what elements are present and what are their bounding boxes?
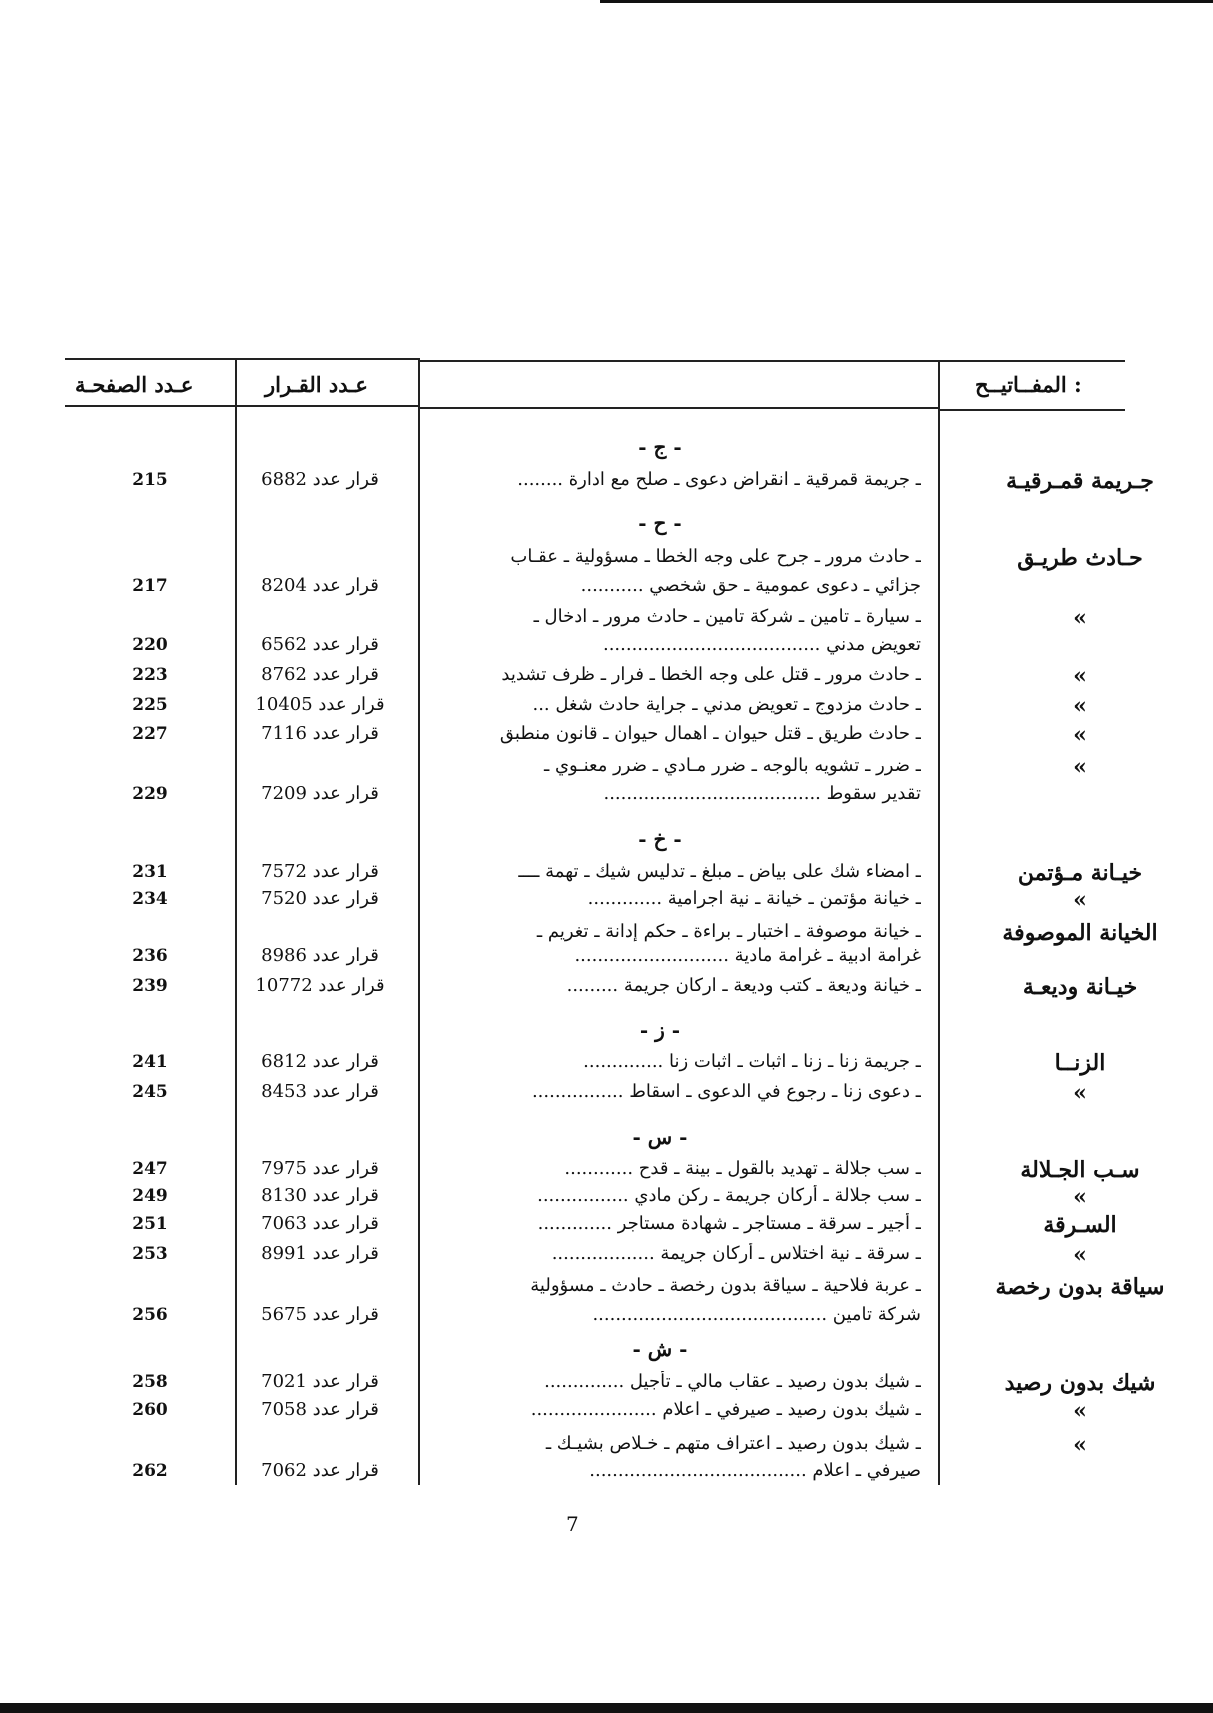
decision-number: قرار عدد 7572 [261,861,379,882]
decision-number: قرار عدد 7209 [261,783,379,804]
page-number: 234 [132,889,168,909]
entry-description: ـ خيانة وديعة ـ كتب وديعة ـ اركان جريمة ......... [566,975,921,996]
section-letter: - ج - [638,435,682,459]
page-number: 262 [132,1461,168,1481]
page-number: 249 [132,1186,168,1206]
page-number: 217 [132,576,168,596]
table-row [0,1396,1213,1424]
keyword: السـرقة [1043,1212,1117,1238]
top-rule [600,0,1213,3]
keyword: خيـانة وديعـة [1022,974,1138,1000]
page-number: 236 [132,946,168,966]
decision-number: قرار عدد 6562 [261,634,379,655]
table-row [0,572,1213,600]
header-rule [65,405,235,407]
decision-number: قرار عدد 7063 [261,1213,379,1234]
entry-description: ـ أجير ـ سرقة ـ مستاجر ـ شهادة مستاجر ............. [537,1213,921,1234]
entry-description: صيرفي ـ اعلام ...................................... [589,1460,921,1481]
entry-description: ـ سرقة ـ نية اختلاس ـ أركان جريمة .................. [551,1243,921,1264]
decision-number: قرار عدد 7520 [261,888,379,909]
keyword: الزنــا [1054,1050,1106,1076]
decision-number: قرار عدد 7021 [261,1371,379,1392]
page-number: 241 [132,1052,168,1072]
table-row [0,466,1213,494]
decision-number: قرار عدد 6812 [261,1051,379,1072]
table-row [0,1457,1213,1485]
table-row [0,603,1213,631]
keyword: » [1073,1398,1087,1424]
entry-description: تقدير سقوط ...................................... [603,783,921,804]
keyword: » [1073,754,1087,780]
decision-number: قرار عدد 8130 [261,1185,379,1206]
keyword: حـادث طريـق [1017,545,1143,571]
header-rule [235,358,420,360]
decision-number: قرار عدد 7975 [261,1158,379,1179]
page-number-footer: 7 [566,1512,579,1536]
page-number: 223 [132,665,168,685]
entry-description: جزائي ـ دعوى عمومية ـ حق شخصي ........... [580,575,921,596]
entry-description: ـ سب جلالة ـ أركان جريمة ـ ركن مادي ................ [537,1185,921,1206]
table-row [0,752,1213,780]
entry-description: ـ شيك بدون رصيد ـ اعتراف متهم ـ خـلاص بشيـك ـ [545,1433,921,1454]
section-letter: - س - [632,1125,688,1149]
header-rule [65,358,235,360]
entry-description: تعويض مدني ...................................... [602,634,921,655]
keyword: » [1073,693,1087,719]
page-number: 258 [132,1372,168,1392]
entry-description: ـ حادث مرور ـ جرح على وجه الخطا ـ مسؤولية ـ عقـاب [510,546,921,567]
entry-description: ـ حادث مزدوج ـ تعويض مدني ـ جراية حادث شغل ... [532,694,921,715]
decision-number: قرار عدد 8762 [261,664,379,685]
keyword: » [1073,605,1087,631]
keyword: » [1073,722,1087,748]
header-keywords: : المفــاتيــح [975,372,1082,397]
section-letter: - خ - [638,827,682,851]
header-page-number: عـدد الصفحـة [75,372,194,397]
page-number: 231 [132,862,168,882]
entry-description: ـ شيك بدون رصيد ـ عقاب مالي ـ تأجيل .............. [544,1371,921,1392]
entry-description: غرامة ادبية ـ غرامة مادية ........................... [574,945,921,966]
decision-number: قرار عدد 6882 [261,469,379,490]
entry-description: ـ جريمة قمرقية ـ انقراض دعوى ـ صلح مع ادارة ........ [517,469,921,490]
decision-number: قرار عدد 7058 [261,1399,379,1420]
table-row [0,780,1213,808]
keyword: » [1073,663,1087,689]
entry-description: ـ حادث مرور ـ قتل على وجه الخطا ـ فرار ـ ظرف تشديد [501,664,921,685]
table-row [0,631,1213,659]
table-row [0,942,1213,970]
decision-number: قرار عدد 8991 [261,1243,379,1264]
entry-description: ـ جريمة زنا ـ زنا ـ اثبات ـ اثبات زنا .............. [583,1051,921,1072]
decision-number: قرار عدد 7116 [261,723,379,744]
decision-number: قرار عدد 7062 [261,1460,379,1481]
table-row [0,1430,1213,1458]
keyword: » [1073,1080,1087,1106]
decision-number: قرار عدد 8204 [261,575,379,596]
table-row [0,1210,1213,1238]
header-rule [420,360,1125,362]
table-row [0,543,1213,571]
table-row [0,1272,1213,1300]
table-row [0,1078,1213,1106]
keyword: » [1073,1184,1087,1210]
entry-description: ـ خيانة مؤتمن ـ خيانة ـ نية اجرامية ............. [587,888,921,909]
entry-description: ـ حادث طريق ـ قتل حيوان ـ اهمال حيوان ـ قانون منطبق [499,723,921,744]
decision-number: قرار عدد 5675 [261,1304,379,1325]
page-number: 229 [132,784,168,804]
header-rule [235,405,420,407]
keyword: » [1073,887,1087,913]
keyword: شيك بدون رصيد [1004,1370,1156,1396]
page-number: 253 [132,1244,168,1264]
keyword: سـب الجـلالة [1020,1157,1140,1183]
table-row [0,720,1213,748]
entry-description: ـ ضرر ـ تشويه بالوجه ـ ضرر مـادي ـ ضرر معنـوي ـ [543,755,921,776]
section-letter: - ش - [632,1337,688,1361]
decision-number: قرار عدد 10405 [255,694,385,715]
header-decision-number: عـدد القـرار [265,372,368,397]
table-row [0,1155,1213,1183]
page-number: 245 [132,1082,168,1102]
entry-description: شركة تامين ......................................... [592,1304,921,1325]
entry-description: ـ دعوى زنا ـ رجوع في الدعوى ـ اسقاط ................ [531,1081,921,1102]
decision-number: قرار عدد 8986 [261,945,379,966]
table-row [0,1368,1213,1396]
section-letter: - ح - [638,511,682,535]
table-row [0,858,1213,886]
page-number: 225 [132,695,168,715]
table-row [0,691,1213,719]
entry-description: ـ سيارة ـ تامين ـ شركة تامين ـ حادث مرور ـ ادخال ـ [533,606,921,627]
page-number: 220 [132,635,168,655]
decision-number: قرار عدد 8453 [261,1081,379,1102]
table-row [0,1048,1213,1076]
keyword: خيـانة مـؤتمن [1017,860,1143,886]
keyword: سياقة بدون رخصة [995,1274,1165,1300]
keyword: » [1073,1432,1087,1458]
table-row [0,1301,1213,1329]
entry-description: ـ خيانة موصوفة ـ اختبار ـ براءة ـ حكم إدانة ـ تغريم ـ [536,921,921,942]
header-rule [420,407,940,409]
table-row [0,661,1213,689]
page-number: 256 [132,1305,168,1325]
keyword: الخيانة الموصوفة [1002,920,1158,946]
header-rule [940,409,1125,411]
bottom-edge [0,1703,1213,1713]
page-number: 251 [132,1214,168,1234]
decision-number: قرار عدد 10772 [255,975,385,996]
entry-description: ـ شيك بدون رصيد ـ صيرفي ـ اعلام ...................... [530,1399,921,1420]
keyword: جـريمة قمـرقيـة [1006,468,1154,494]
entry-description: ـ سب جلالة ـ تهديد بالقول ـ بينة ـ قدح ............ [564,1158,921,1179]
entry-description: ـ امضاء شك على بياض ـ مبلغ ـ تدليس شيك ـ تهمة ــــ [518,861,921,882]
section-letter: - ز - [639,1018,681,1042]
keyword: » [1073,1242,1087,1268]
page-number: 239 [132,976,168,996]
table-row [0,1182,1213,1210]
table-row [0,1240,1213,1268]
page-number: 247 [132,1159,168,1179]
page-number: 227 [132,724,168,744]
page-number: 260 [132,1400,168,1420]
table-row [0,885,1213,913]
entry-description: ـ عربة فلاحية ـ سياقة بدون رخصة ـ حادث ـ مسؤولية [530,1275,921,1296]
page-number: 215 [132,470,168,490]
table-row [0,972,1213,1000]
